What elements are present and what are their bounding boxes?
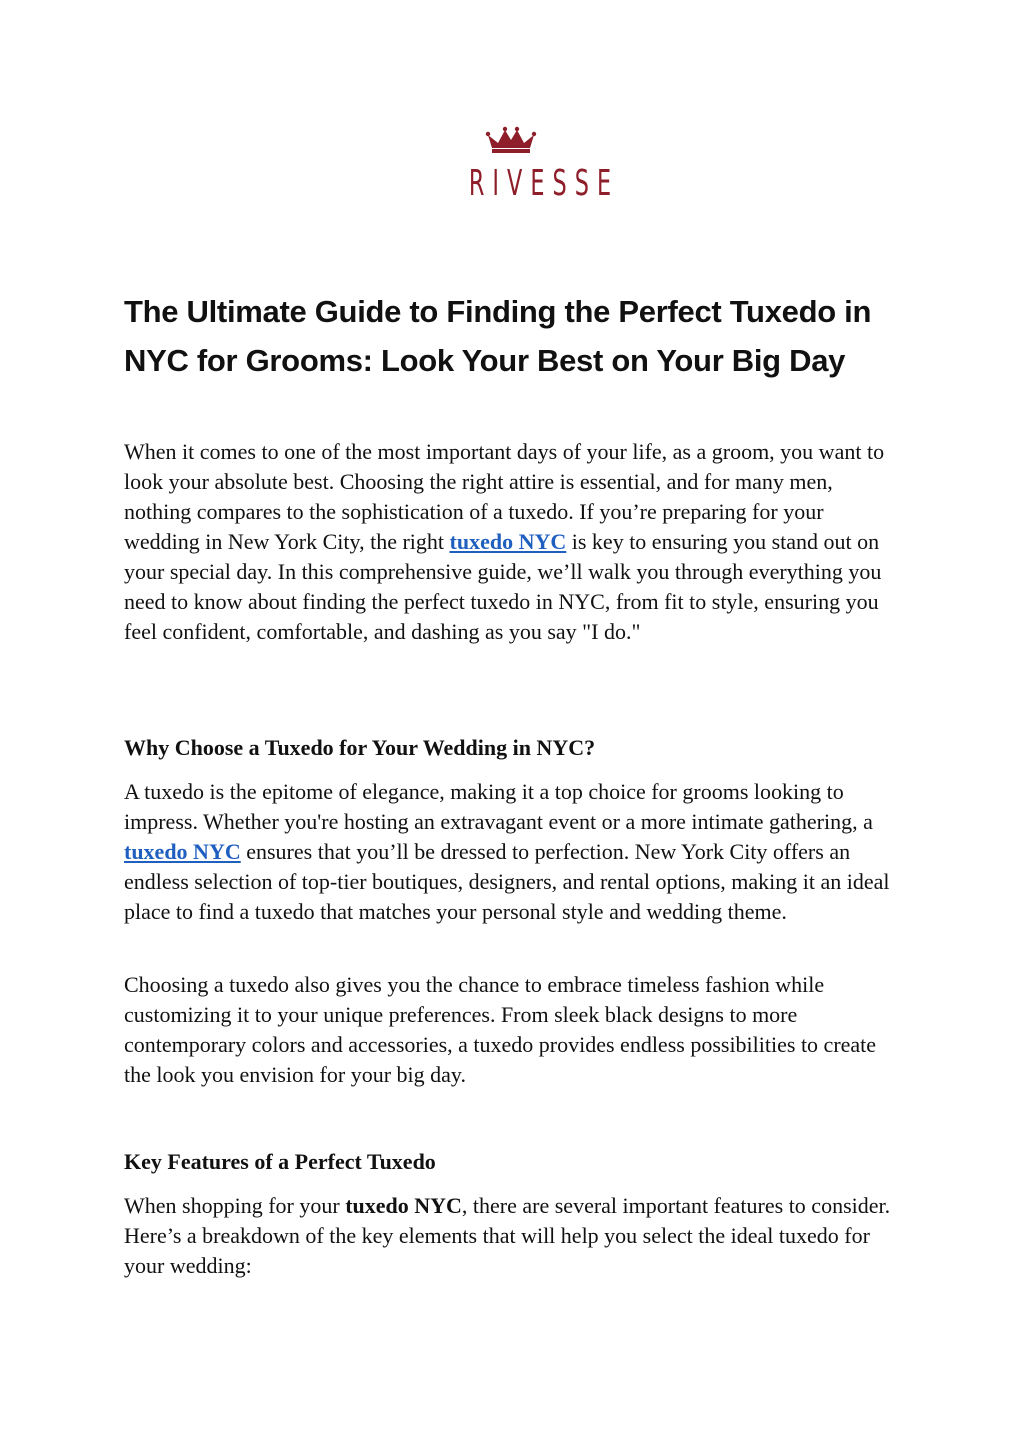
features-text-after: , there are several important features to consider. Here’s a breakdown of the key elements that will help you select the ideal tuxedo for your wedding: (124, 1193, 891, 1278)
intro-paragraph (124, 437, 904, 647)
why-text-before: A tuxedo is the epitome of elegance, making it a top choice for grooms looking to impress. Whether you're hosting an extravagant event or a more intimate gathering, a (124, 779, 873, 834)
tuxedo-nyc-link[interactable]: tuxedo NYC (449, 529, 567, 554)
brand-wordmark: RIVESSE (468, 163, 620, 204)
features-paragraph (124, 1191, 904, 1281)
intro-text-after: is key to ensuring you stand out on your special day. In this comprehensive guide, we’ll walk you through everything you need to know about finding the perfect tuxedo in NYC, from fit to style, ensuring you feel confident, comfortable, and dashing as you say "I do." (124, 529, 882, 644)
features-bold-keyword: tuxedo NYC (345, 1193, 462, 1218)
intro-text-before: When it comes to one of the most important days of your life, as a groom, you want to look your absolute best. Choosing the right attire is essential, and for many men, nothing compares to the sophistication of a tuxedo. If you’re preparing for your wedding in New York City, the right (124, 439, 885, 554)
why-paragraph-2: Choosing a tuxedo also gives you the chance to embrace timeless fashion while customizing it to your unique preferences. From sleek black designs to more contemporary colors and accessories, a tuxedo provides endless possibilities to create the look you envision for your big day. (124, 972, 877, 1087)
crown-icon (485, 126, 537, 154)
section-heading-features: Key Features of a Perfect Tuxedo (124, 1149, 436, 1174)
page-title: The Ultimate Guide to Finding the Perfect Tuxedo in NYC for Grooms: Look Your Best on Your Big Day (124, 294, 872, 378)
why-paragraph-1 (124, 777, 904, 927)
section-heading-why: Why Choose a Tuxedo for Your Wedding in NYC? (124, 735, 596, 760)
why-text-after: ensures that you’ll be dressed to perfection. New York City offers an endless selection of top-tier boutiques, designers, and rental options, making it an ideal place to find a tuxedo that matches your personal style and wedding theme. (124, 839, 890, 924)
brand-logo (430, 126, 620, 214)
tuxedo-nyc-link[interactable]: tuxedo NYC (124, 839, 241, 864)
features-text-before: When shopping for your (124, 1193, 346, 1218)
